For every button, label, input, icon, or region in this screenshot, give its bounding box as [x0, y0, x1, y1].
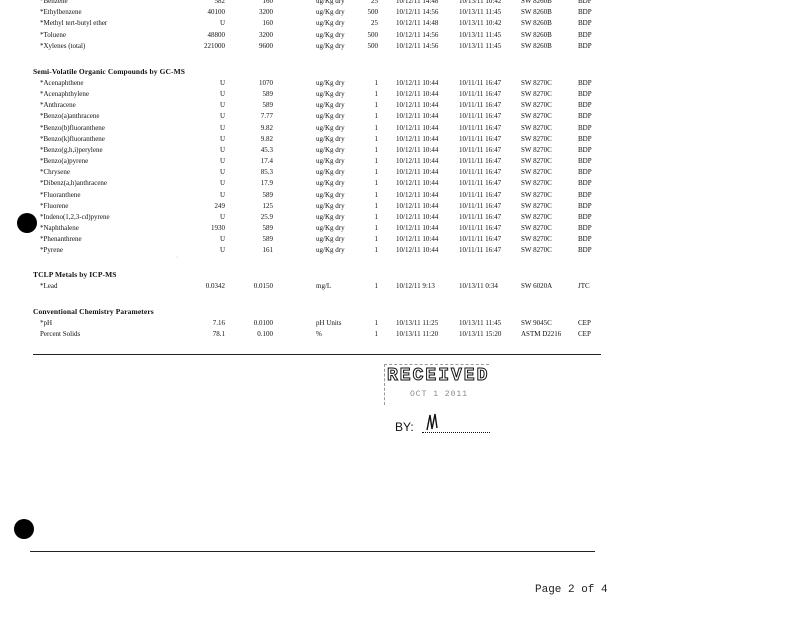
table-row: [0, 167, 800, 178]
analyte-cell: *Acenaphthylene: [40, 90, 89, 99]
analyst-cell: CEP: [578, 319, 591, 327]
reporting-limit-cell: 7.77: [260, 112, 273, 121]
reporting-limit-cell: 17.4: [260, 157, 273, 166]
units-cell: ug/Kg dry: [316, 79, 345, 87]
dilution-factor-cell: 1: [374, 79, 378, 87]
result-cell: 1930: [211, 223, 225, 232]
result-cell: U: [219, 19, 225, 28]
method-cell: SW 8270C: [521, 79, 552, 87]
analyte-cell: Percent Solids: [40, 330, 81, 338]
prepared-date-cell: 10/12/11 10:44: [396, 223, 439, 232]
analyte-cell: *Benzo(g,h,i)perylene: [40, 145, 103, 154]
result-cell: U: [219, 79, 225, 87]
stamp-by-label: BY:: [395, 420, 414, 434]
result-cell: 40100: [207, 8, 225, 17]
prepared-date-cell: 10/12/11 14:56: [396, 8, 439, 17]
analyzed-date-cell: 10/13/11 0:34: [459, 282, 498, 290]
reporting-limit-cell: 9.82: [260, 123, 273, 132]
table-row: [0, 123, 800, 134]
reporting-limit-cell: 589: [262, 90, 273, 99]
table-row: [0, 78, 800, 89]
analyzed-date-cell: 10/11/11 16:47: [459, 123, 502, 132]
reporting-limit-cell: 0.0100: [253, 319, 273, 327]
units-cell: ug/Kg dry: [316, 179, 345, 188]
analyte-cell: *Methyl tert-butyl ether: [40, 19, 108, 28]
prepared-date-cell: 10/12/11 10:44: [396, 112, 439, 121]
svoc-section-title: Semi-Volatile Organic Compounds by GC-MS: [33, 67, 186, 76]
prepared-date-cell: 10/12/11 10:44: [396, 235, 439, 244]
units-cell: ug/Kg dry: [316, 223, 345, 232]
reporting-limit-cell: 160: [262, 0, 273, 5]
analyzed-date-cell: 10/11/11 16:47: [459, 101, 502, 110]
units-cell: %: [316, 330, 322, 338]
analyst-cell: BDP: [578, 157, 592, 166]
analyst-cell: BDP: [578, 0, 592, 5]
reporting-limit-cell: 9600: [259, 41, 273, 50]
analyst-cell: BDP: [578, 112, 592, 121]
method-cell: SW 8260B: [521, 19, 552, 28]
prepared-date-cell: 10/13/11 11:20: [396, 330, 439, 338]
reporting-limit-cell: 3200: [259, 30, 273, 39]
analyte-cell: *Benzo(k)fluoranthene: [40, 134, 105, 143]
prepared-date-cell: 10/12/11 14:56: [396, 41, 439, 50]
analyte-cell: *Benzo(b)fluoranthene: [40, 123, 105, 132]
result-cell: U: [219, 235, 225, 244]
result-cell: 7.16: [212, 319, 225, 327]
table-row: [0, 201, 800, 212]
dilution-factor-cell: 1: [374, 123, 378, 132]
analyzed-date-cell: 10/11/11 16:47: [459, 246, 502, 255]
method-cell: SW 8270C: [521, 235, 552, 244]
table-row: [0, 30, 800, 41]
table-row: [0, 212, 800, 223]
result-cell: 48800: [207, 30, 225, 39]
table-row: [0, 111, 800, 122]
analyst-cell: BDP: [578, 201, 592, 210]
table-row: [0, 156, 800, 167]
analyte-cell: *Benzene: [40, 0, 68, 5]
table-row: [0, 18, 800, 29]
method-cell: SW 6020A: [521, 282, 553, 290]
table-row: [0, 234, 800, 245]
method-cell: SW 8270C: [521, 101, 552, 110]
method-cell: SW 8270C: [521, 145, 552, 154]
units-cell: ug/Kg dry: [316, 0, 345, 5]
units-cell: ug/Kg dry: [316, 112, 345, 121]
analyte-cell: *Fluoranthene: [40, 190, 81, 199]
dilution-factor-cell: 1: [374, 319, 378, 327]
analyzed-date-cell: 10/13/11 11:45: [459, 319, 502, 327]
analyte-cell: *Acenaphthene: [40, 79, 84, 87]
dilution-factor-cell: 1: [374, 190, 378, 199]
page-number: Page 2 of 4: [535, 584, 608, 596]
method-cell: SW 9045C: [521, 319, 552, 327]
method-cell: SW 8270C: [521, 90, 552, 99]
method-cell: SW 8270C: [521, 168, 552, 177]
stamp-date: OCT 1 2011: [410, 390, 469, 399]
method-cell: SW 8270C: [521, 179, 552, 188]
dilution-factor-cell: 500: [367, 41, 378, 50]
method-cell: SW 8260B: [521, 0, 552, 5]
analyzed-date-cell: 10/13/11 10:42: [459, 0, 502, 5]
units-cell: ug/Kg dry: [316, 90, 345, 99]
reporting-limit-cell: 589: [262, 101, 273, 110]
table-row: [0, 318, 800, 329]
reporting-limit-cell: 25.9: [260, 212, 273, 221]
prepared-date-cell: 10/12/11 14:48: [396, 0, 439, 5]
dilution-factor-cell: 1: [374, 235, 378, 244]
prepared-date-cell: 10/12/11 10:44: [396, 157, 439, 166]
dilution-factor-cell: 1: [374, 246, 378, 255]
analyst-cell: BDP: [578, 79, 592, 87]
analyst-cell: BDP: [578, 145, 592, 154]
analyst-cell: BDP: [578, 123, 592, 132]
prepared-date-cell: 10/12/11 10:44: [396, 145, 439, 154]
result-cell: 0.0342: [205, 282, 225, 290]
reporting-limit-cell: 0.100: [257, 330, 273, 338]
prepared-date-cell: 10/12/11 10:44: [396, 101, 439, 110]
reporting-limit-cell: 125: [262, 201, 273, 210]
analyst-cell: BDP: [578, 134, 592, 143]
method-cell: SW 8260B: [521, 30, 552, 39]
analyzed-date-cell: 10/11/11 16:47: [459, 79, 502, 87]
result-cell: U: [219, 212, 225, 221]
reporting-limit-cell: 85.3: [260, 168, 273, 177]
reporting-limit-cell: 160: [262, 19, 273, 28]
table-row: [0, 0, 800, 7]
analyzed-date-cell: 10/11/11 16:47: [459, 190, 502, 199]
units-cell: ug/Kg dry: [316, 123, 345, 132]
prepared-date-cell: 10/12/11 9:13: [396, 282, 435, 290]
prepared-date-cell: 10/12/11 10:44: [396, 212, 439, 221]
prepared-date-cell: 10/12/11 10:44: [396, 168, 439, 177]
prepared-date-cell: 10/13/11 11:25: [396, 319, 439, 327]
result-cell: 221000: [204, 41, 225, 50]
units-cell: ug/Kg dry: [316, 212, 345, 221]
analyzed-date-cell: 10/11/11 16:47: [459, 134, 502, 143]
dilution-factor-cell: 1: [374, 112, 378, 121]
dilution-factor-cell: 1: [374, 134, 378, 143]
method-cell: SW 8260B: [521, 41, 552, 50]
analyte-cell: *Lead: [40, 282, 58, 290]
analyst-cell: BDP: [578, 90, 592, 99]
units-cell: pH Units: [316, 319, 342, 327]
reporting-limit-cell: 9.82: [260, 134, 273, 143]
table-row: [0, 329, 800, 340]
analyte-cell: *Benzo(a)pyrene: [40, 157, 89, 166]
speck: ·: [176, 255, 178, 261]
method-cell: SW 8270C: [521, 212, 552, 221]
method-cell: SW 8270C: [521, 223, 552, 232]
table-row: [0, 145, 800, 156]
analyte-cell: *Ethylbenzene: [40, 8, 82, 17]
dilution-factor-cell: 1: [374, 330, 378, 338]
table-row: [0, 281, 800, 292]
analyst-cell: BDP: [578, 168, 592, 177]
analyte-cell: *Fluorene: [40, 201, 69, 210]
method-cell: SW 8270C: [521, 190, 552, 199]
table-row: [0, 223, 800, 234]
analyte-cell: *Indeno(1,2,3-cd)pyrene: [40, 212, 110, 221]
signature-initials: [424, 412, 440, 432]
reporting-limit-cell: 3200: [259, 8, 273, 17]
result-cell: U: [219, 101, 225, 110]
reporting-limit-cell: 17.9: [260, 179, 273, 188]
analyte-cell: *Phenanthrene: [40, 235, 82, 244]
analyte-cell: *Chrysene: [40, 168, 70, 177]
table-row: [0, 41, 800, 52]
dilution-factor-cell: 500: [367, 8, 378, 17]
units-cell: mg/L: [316, 282, 332, 290]
method-cell: SW 8270C: [521, 123, 552, 132]
analyte-cell: *Toluene: [40, 30, 66, 39]
conventional-section-title: Conventional Chemistry Parameters: [33, 307, 154, 316]
analyst-cell: BDP: [578, 19, 592, 28]
analyst-cell: BDP: [578, 101, 592, 110]
analyzed-date-cell: 10/13/11 11:45: [459, 30, 502, 39]
table-row: [0, 7, 800, 18]
method-cell: SW 8260B: [521, 8, 552, 17]
results-divider: [33, 354, 601, 355]
analyte-cell: *pH: [40, 319, 53, 327]
method-cell: SW 8270C: [521, 201, 552, 210]
analyzed-date-cell: 10/11/11 16:47: [459, 223, 502, 232]
dilution-factor-cell: 1: [374, 201, 378, 210]
prepared-date-cell: 10/12/11 10:44: [396, 134, 439, 143]
footer-divider: [30, 551, 595, 552]
analyte-cell: *Pyrene: [40, 246, 63, 255]
reporting-limit-cell: 0.0150: [253, 282, 273, 290]
prepared-date-cell: 10/12/11 14:56: [396, 30, 439, 39]
prepared-date-cell: 10/12/11 10:44: [396, 79, 439, 87]
analyzed-date-cell: 10/13/11 15:20: [459, 330, 502, 338]
result-cell: 582: [214, 0, 225, 5]
analyst-cell: BDP: [578, 212, 592, 221]
analyst-cell: BDP: [578, 41, 592, 50]
analyst-cell: BDP: [578, 246, 592, 255]
result-cell: U: [219, 112, 225, 121]
analyst-cell: BDP: [578, 190, 592, 199]
table-row: [0, 245, 800, 256]
result-cell: 249: [214, 201, 225, 210]
analyst-cell: BDP: [578, 8, 592, 17]
reporting-limit-cell: 161: [262, 246, 273, 255]
analyzed-date-cell: 10/13/11 11:45: [459, 8, 502, 17]
table-row: [0, 100, 800, 111]
analyzed-date-cell: 10/13/11 11:45: [459, 41, 502, 50]
units-cell: ug/Kg dry: [316, 101, 345, 110]
units-cell: ug/Kg dry: [316, 168, 345, 177]
dilution-factor-cell: 500: [367, 30, 378, 39]
table-row: [0, 134, 800, 145]
stamp-received-word: RECEIVED: [387, 366, 490, 386]
prepared-date-cell: 10/12/11 10:44: [396, 190, 439, 199]
analyzed-date-cell: 10/11/11 16:47: [459, 201, 502, 210]
prepared-date-cell: 10/12/11 10:44: [396, 123, 439, 132]
analyzed-date-cell: 10/11/11 16:47: [459, 179, 502, 188]
units-cell: ug/Kg dry: [316, 157, 345, 166]
dilution-factor-cell: 1: [374, 179, 378, 188]
reporting-limit-cell: 589: [262, 190, 273, 199]
method-cell: SW 8270C: [521, 112, 552, 121]
stamp-signature-line: [422, 432, 490, 433]
method-cell: SW 8270C: [521, 134, 552, 143]
units-cell: ug/Kg dry: [316, 235, 345, 244]
result-cell: U: [219, 123, 225, 132]
dilution-factor-cell: 1: [374, 145, 378, 154]
method-cell: SW 8270C: [521, 157, 552, 166]
result-cell: U: [219, 190, 225, 199]
units-cell: ug/Kg dry: [316, 19, 345, 28]
prepared-date-cell: 10/12/11 10:44: [396, 179, 439, 188]
dilution-factor-cell: 1: [374, 212, 378, 221]
units-cell: ug/Kg dry: [316, 190, 345, 199]
result-cell: U: [219, 179, 225, 188]
analyte-cell: *Anthracene: [40, 101, 76, 110]
result-cell: U: [219, 134, 225, 143]
analyzed-date-cell: 10/11/11 16:47: [459, 235, 502, 244]
units-cell: ug/Kg dry: [316, 201, 345, 210]
units-cell: ug/Kg dry: [316, 246, 345, 255]
dilution-factor-cell: 1: [374, 90, 378, 99]
analyzed-date-cell: 10/11/11 16:47: [459, 212, 502, 221]
units-cell: ug/Kg dry: [316, 145, 345, 154]
table-row: [0, 190, 800, 201]
method-cell: SW 8270C: [521, 246, 552, 255]
analyzed-date-cell: 10/11/11 16:47: [459, 145, 502, 154]
units-cell: ug/Kg dry: [316, 41, 345, 50]
punch-hole-upper: [17, 213, 37, 233]
prepared-date-cell: 10/12/11 10:44: [396, 201, 439, 210]
prepared-date-cell: 10/12/11 10:44: [396, 90, 439, 99]
analyst-cell: BDP: [578, 179, 592, 188]
units-cell: ug/Kg dry: [316, 30, 345, 39]
prepared-date-cell: 10/12/11 10:44: [396, 246, 439, 255]
dilution-factor-cell: 1: [374, 282, 378, 290]
analyzed-date-cell: 10/11/11 16:47: [459, 112, 502, 121]
result-cell: U: [219, 145, 225, 154]
analyte-cell: *Naphthalene: [40, 223, 79, 232]
punch-hole-lower: [14, 519, 34, 539]
method-cell: ASTM D2216: [521, 330, 562, 338]
analyst-cell: BDP: [578, 223, 592, 232]
received-stamp: [384, 364, 496, 436]
units-cell: ug/Kg dry: [316, 134, 345, 143]
analyzed-date-cell: 10/13/11 10:42: [459, 19, 502, 28]
prepared-date-cell: 10/12/11 14:48: [396, 19, 439, 28]
analyst-cell: BDP: [578, 30, 592, 39]
dilution-factor-cell: 1: [374, 157, 378, 166]
reporting-limit-cell: 45.3: [260, 145, 273, 154]
analyzed-date-cell: 10/11/11 16:47: [459, 168, 502, 177]
tclp-section-title: TCLP Metals by ICP-MS: [33, 270, 117, 279]
analyst-cell: BDP: [578, 235, 592, 244]
dilution-factor-cell: 1: [374, 168, 378, 177]
table-row: [0, 178, 800, 189]
analyzed-date-cell: 10/11/11 16:47: [459, 90, 502, 99]
result-cell: U: [219, 246, 225, 255]
reporting-limit-cell: 589: [262, 223, 273, 232]
analyst-cell: JTC: [578, 282, 590, 290]
analyte-cell: *Benzo(a)anthracene: [40, 112, 100, 121]
result-cell: U: [219, 157, 225, 166]
analyst-cell: CEP: [578, 330, 591, 338]
table-row: [0, 89, 800, 100]
dilution-factor-cell: 25: [371, 0, 378, 5]
reporting-limit-cell: 589: [262, 235, 273, 244]
dilution-factor-cell: 25: [371, 19, 378, 28]
analyte-cell: *Xylenes (total): [40, 41, 86, 50]
dilution-factor-cell: 1: [374, 101, 378, 110]
result-cell: U: [219, 90, 225, 99]
result-cell: 78.1: [212, 330, 225, 338]
reporting-limit-cell: 1070: [259, 79, 273, 87]
units-cell: ug/Kg dry: [316, 8, 345, 17]
analyte-cell: *Dibenz(a,h)anthracene: [40, 179, 108, 188]
result-cell: U: [219, 168, 225, 177]
dilution-factor-cell: 1: [374, 223, 378, 232]
analyzed-date-cell: 10/11/11 16:47: [459, 157, 502, 166]
